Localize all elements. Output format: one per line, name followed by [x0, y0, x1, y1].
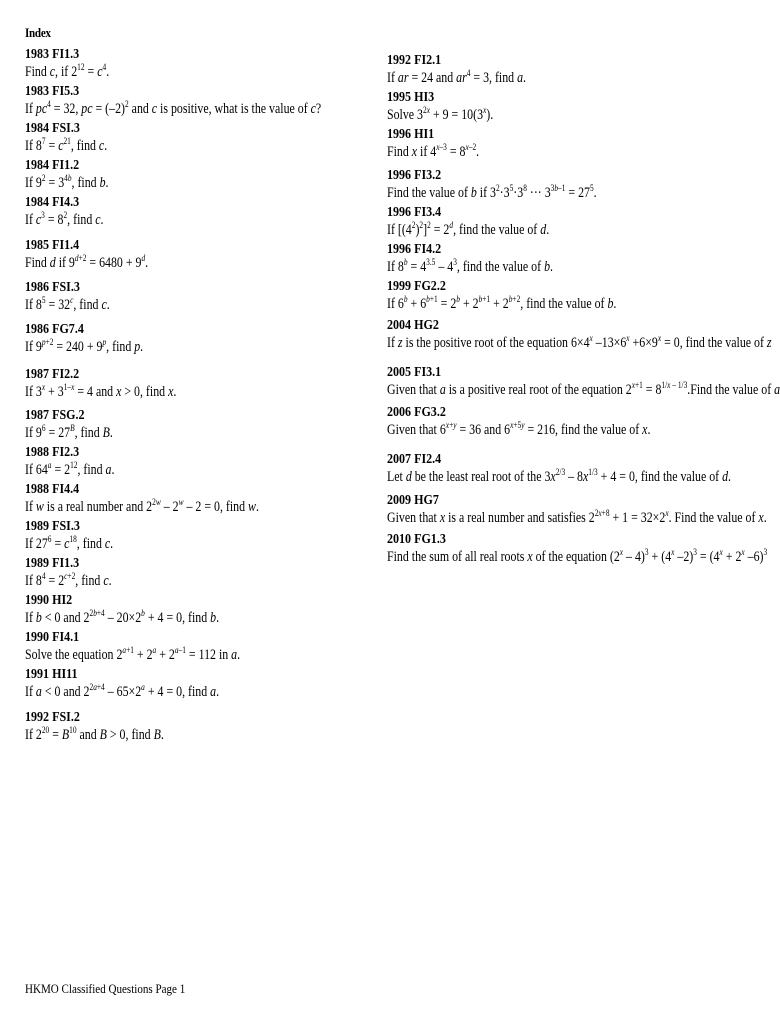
question-heading: 1989 FI1.3: [25, 556, 80, 571]
question-entry: [25, 279, 370, 315]
question-heading: 1987 FSG.2: [25, 408, 85, 423]
spacer: [387, 354, 762, 364]
question-heading: 1990 HI2: [25, 593, 73, 608]
question-text: If $8^b = 4^{3.5} - 4^3$, find the value of b.: [387, 257, 553, 275]
question-heading: 1995 HI3: [387, 90, 435, 105]
question-entry: [387, 126, 762, 162]
question-text: If $c^3 = 8^2$, find c.: [25, 210, 104, 228]
question-entry: [387, 364, 780, 400]
question-heading: 1984 FSI.3: [25, 121, 80, 136]
question-text: Let d be the least real root of the $3x^{2/3} - 8x^{1/3} + 4 = 0$, find the value of d.: [387, 467, 731, 485]
question-heading: 1988 FI4.4: [25, 482, 80, 497]
question-text: If a < 0 and $2^{2a+4} - 65\times 2^a + 4 = 0$, find a.: [25, 682, 220, 700]
question-heading: 1987 FI2.2: [25, 367, 80, 382]
question-heading: 1990 FI4.1: [25, 630, 80, 645]
question-entry: [387, 404, 762, 440]
question-entry: [25, 120, 370, 156]
question-heading: 1996 FI3.2: [387, 168, 442, 183]
question-text: Given that $6^{x+y} = 36$ and $6^{x+5y} = 216$, find the value of x.: [387, 420, 651, 438]
question-heading: 1992 FSI.2: [25, 710, 80, 725]
question-entry: [387, 317, 772, 353]
question-text: Given that x is a real number and satisfies $2^{2x+8} + 1 = 32\times 2^x$. Find the value of x.: [387, 508, 767, 526]
question-heading: 1985 FI1.4: [25, 238, 80, 253]
question-entry: [25, 366, 370, 402]
question-entry: [25, 46, 370, 82]
question-entry: [25, 592, 370, 628]
question-text: Find the sum of all real roots x of the equation $(2^x - 4)^3 + (4^x$ $-2)^3 = (4^x + 2^x$ –6)$^3$: [387, 547, 768, 565]
question-heading: 1989 FSI.3: [25, 519, 80, 534]
question-text: If z is the positive root of the equation $6\times 4^x$ $-13\times 6^x +6\times 9^x = 0$, find the value of z: [387, 333, 772, 351]
question-heading: 1996 HI1: [387, 127, 435, 142]
question-text: If w is a real number and $2^{2w} - 2^w - 2 = 0$, find w.: [25, 497, 259, 515]
question-entry: [25, 83, 370, 119]
question-text: If $6^b + 6^{b+1} = 2^b + 2^{b+1} + 2^{b+2}$, find the value of b.: [387, 294, 617, 312]
question-heading: 1986 FSI.3: [25, 280, 80, 295]
question-entry: [25, 407, 370, 443]
question-entry: [25, 321, 370, 357]
question-text: If $pc^4 = 32$, pc = $(-2)^2$ and c is positive, what is the value of c?: [25, 99, 322, 117]
question-entry: [387, 167, 762, 203]
question-heading: 2006 FG3.2: [387, 405, 446, 420]
question-heading: 1996 FI3.4: [387, 205, 442, 220]
question-entry: [25, 666, 370, 702]
question-heading: 1999 FG2.2: [387, 279, 446, 294]
page-footer: HKMO Classified Questions Page 1: [25, 981, 186, 996]
question-heading: 1984 FI4.3: [25, 195, 80, 210]
question-heading: 1996 FI4.2: [387, 242, 442, 257]
right-column: [387, 52, 780, 568]
question-entry: [25, 444, 370, 480]
question-text: Solve the equation $2^{a+1} + 2^a + 2^{a-1} = 112$ in a.: [25, 645, 241, 663]
question-text: If $8^7 = c^{21}$, find c.: [25, 136, 108, 154]
question-heading: 2005 FI3.1: [387, 365, 442, 380]
question-text: If b < 0 and $2^{2b+4} - 20\times 2^b + 4 = 0$, find b.: [25, 608, 220, 626]
question-entry: [387, 278, 762, 314]
index-title: Index: [25, 25, 51, 40]
question-text: Solve $3^{2x} + 9 = 10(3^x)$.: [387, 105, 494, 123]
question-text: If $2^{20} = B^{10}$ and B > 0, find B.: [25, 725, 164, 743]
question-entry: [25, 194, 370, 230]
left-question-list: [25, 46, 370, 745]
question-text: If $64^a = 2^{12}$, find a.: [25, 460, 115, 478]
question-text: If $9^6 = 27^B$, find B.: [25, 423, 113, 441]
question-entry: [387, 451, 762, 487]
question-entry: [387, 241, 762, 277]
question-heading: 1988 FI2.3: [25, 445, 80, 460]
left-column: [25, 24, 370, 746]
question-text: If $9^2 = 3^{4b}$, find b.: [25, 173, 109, 191]
question-entry: [387, 531, 768, 567]
question-text: If ar = 24 and $ar^4 = 3$, find a.: [387, 68, 527, 86]
question-entry: [25, 518, 370, 554]
question-heading: 1986 FG7.4: [25, 322, 84, 337]
right-question-list: [387, 52, 780, 567]
question-text: Given that a is a positive real root of the equation $2^{x+1}$ = $8^{1/x - 1/3}.Find$ the value of a: [387, 380, 780, 398]
question-text: If $9^{p+2} = 240 + 9^p$, find p.: [25, 337, 144, 355]
question-entry: [25, 237, 370, 273]
question-entry: [25, 709, 370, 745]
question-entry: [25, 481, 370, 517]
question-entry: [387, 52, 762, 88]
question-text: If $27^6 = c^{18}$, find c.: [25, 534, 114, 552]
question-text: If $3^x + 3^{1-x} = 4$ and x > 0, find x.: [25, 382, 177, 400]
question-heading: 1983 FI1.3: [25, 47, 80, 62]
question-entry: [25, 555, 370, 591]
question-text: If $8^5 = 32^c$, find c.: [25, 295, 110, 313]
question-heading: 2007 FI2.4: [387, 452, 442, 467]
question-entry: [387, 204, 762, 240]
question-entry: [387, 492, 767, 528]
question-heading: 2010 FG1.3: [387, 532, 446, 547]
question-text: Find c, if $2^{12} = c^4$.: [25, 62, 110, 80]
spacer: [25, 358, 370, 366]
question-text: If $[(4^2)^2]^2 = 2^d$, find the value of d.: [387, 220, 550, 238]
question-heading: 2009 HG7: [387, 493, 439, 508]
spacer: [387, 441, 762, 451]
question-heading: 1984 FI1.2: [25, 158, 80, 173]
question-heading: 2004 HG2: [387, 318, 439, 333]
question-text: If $8^4 = 2^{c+2}$, find c.: [25, 571, 112, 589]
question-text: Find the value of b if $3^2\cdot 3^5\cdot 3^8$ ··· $3^{3b-1} = 27^5$.: [387, 183, 597, 201]
question-heading: 1983 FI5.3: [25, 84, 80, 99]
question-entry: [25, 157, 370, 193]
question-text: Find x if $4^{x-3} = 8^{x-2}$.: [387, 142, 480, 160]
question-heading: 1991 HI11: [25, 667, 78, 682]
question-text: Find d if $9^{d+2} = 6480 + 9^d$.: [25, 253, 149, 271]
question-entry: [387, 89, 762, 125]
question-entry: [25, 629, 370, 665]
question-heading: 1992 FI2.1: [387, 53, 442, 68]
